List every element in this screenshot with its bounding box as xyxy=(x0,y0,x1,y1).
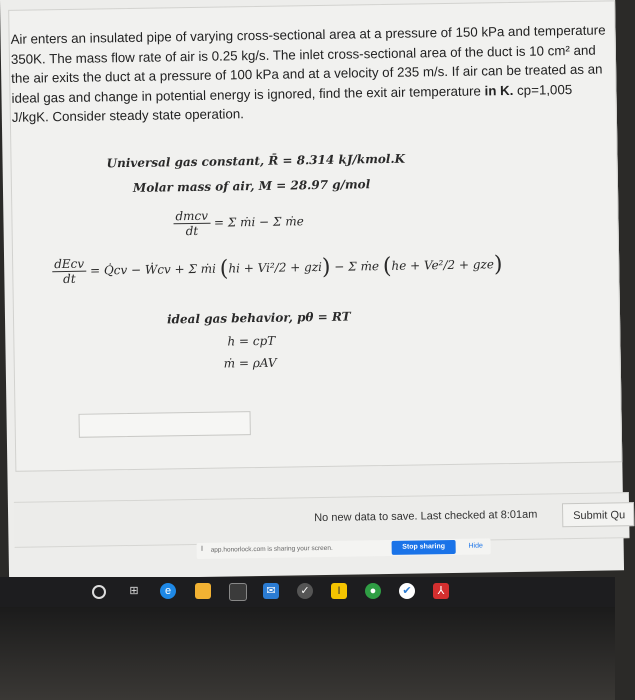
search-icon[interactable] xyxy=(92,585,106,599)
checkmark-app-icon[interactable]: ✔ xyxy=(399,583,415,599)
answer-input[interactable] xyxy=(79,411,251,438)
problem-tail: cp=1,005 J/kgK. Consider steady state operation. xyxy=(11,81,573,125)
mass-balance-rhs: = Σ ṁi − Σ ṁe xyxy=(213,214,304,230)
file-explorer-icon[interactable] xyxy=(195,583,211,599)
mass-balance-fraction: $\frac{\text{dmcv}}{dt}$ xyxy=(173,209,210,239)
edge-icon[interactable]: e xyxy=(160,583,176,599)
energy-balance-equation: $\frac{\text{dEcv}}{dt}$ = Q̇cv − Ẇcv + Σ ṁi (hi + Vi²/2 + gzi) − Σ ṁe (he + Ve²/2 + gze) xyxy=(54,252,503,287)
energy-mid: = Q̇cv − Ẇcv + Σ ṁi xyxy=(89,261,217,278)
energy-minus: − Σ ṁe xyxy=(334,259,380,274)
energy-inlet-term: hi + Vi²/2 + gzi xyxy=(228,259,323,276)
windows-taskbar xyxy=(0,577,615,607)
hide-button[interactable]: Hide xyxy=(468,542,483,550)
enthalpy-line: h = cpT xyxy=(227,333,276,349)
submit-button[interactable]: Submit Qu xyxy=(562,502,634,527)
energy-fraction: $\frac{\text{dEcv}}{dt}$ xyxy=(52,257,86,287)
save-status-text: No new data to save. Last checked at 8:01am xyxy=(314,508,538,525)
app-icon[interactable]: I xyxy=(331,583,347,599)
problem-text: Air enters an insulated pipe of varying cross-sectional area at a pressure of 150 kPa and temperature 350K. The mass flow rate of air is 0.25 kg/s. The inlet cross-sectional area of the duct is 10 cm² and the air exits the duct at a pressure of 100 kPa and at a velocity of 235 m/s. If air can be treated as an ideal gas and change in potential energy is ignored, find the exit air temperature xyxy=(10,22,606,106)
security-icon[interactable]: ✓ xyxy=(297,583,313,599)
chrome-icon[interactable]: ● xyxy=(365,583,381,599)
monitor-bezel xyxy=(0,607,615,700)
share-message: app.honorlock.com is sharing your screen. xyxy=(210,544,333,554)
task-view-icon[interactable]: ⊞ xyxy=(129,585,139,597)
mass-flow-line: ṁ = ρAV xyxy=(223,355,277,371)
mail-icon[interactable]: ✉ xyxy=(263,583,279,599)
energy-exit-term: he + Ve²/2 + gze xyxy=(391,257,494,273)
gas-constant-line: Universal gas constant, R̄ = 8.314 kJ/kmol.K xyxy=(106,151,406,171)
quiz-footer xyxy=(14,492,630,548)
molar-mass-line: Molar mass of air, M = 28.97 g/mol xyxy=(132,177,371,195)
store-icon[interactable] xyxy=(229,583,247,601)
problem-statement xyxy=(10,20,611,127)
mass-balance-equation xyxy=(173,207,304,238)
problem-emphasis: in K. xyxy=(484,82,514,98)
screen-share-bar xyxy=(197,538,491,559)
ideal-gas-line: ideal gas behavior, pθ = RT xyxy=(166,309,351,327)
stop-sharing-button[interactable]: Stop sharing xyxy=(392,540,456,555)
acrobat-icon[interactable]: ⅄ xyxy=(433,583,449,599)
pause-icon: ‖ xyxy=(200,545,204,553)
